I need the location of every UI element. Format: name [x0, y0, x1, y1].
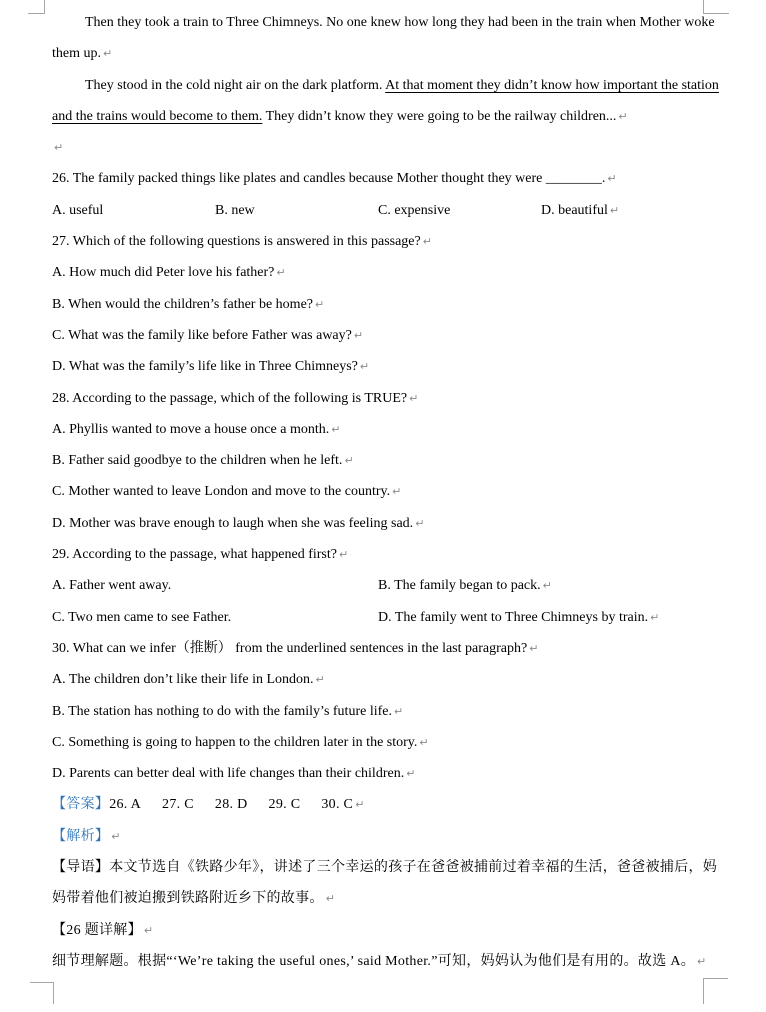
option-text: A. How much did Peter love his father? [52, 265, 275, 281]
text-boundary-mark-bottom-left [30, 982, 54, 1004]
option-text: A. The children don’t like their life in London. [52, 672, 314, 688]
option-27-c [52, 320, 716, 351]
detail26-label-row [52, 915, 716, 946]
paragraph-mark-icon: ↵ [353, 328, 364, 342]
paragraph-mark-icon: ↵ [406, 767, 416, 781]
option-text: D. Parents can better deal with life changes than their children. [52, 766, 405, 782]
option-27-b [52, 289, 716, 320]
paragraph-mark-icon: ↵ [103, 47, 113, 61]
option-28-a [52, 414, 716, 445]
question-28-text [52, 383, 716, 414]
passage-paragraph2-line2 [52, 101, 716, 132]
option-28-b [52, 445, 716, 476]
answers-row [52, 789, 716, 820]
text-boundary-mark-top-left [28, 0, 45, 14]
question-30-text [52, 633, 716, 664]
answer-27: 27. C [162, 797, 194, 813]
document-body [52, 7, 719, 977]
option-28-c [52, 476, 716, 507]
option-text: D. Mother was brave enough to laugh when she was feeling sad. [52, 515, 414, 531]
option-text: A. Phyllis wanted to move a house once a month. [52, 421, 330, 437]
paragraph-mark-icon: ↵ [529, 641, 539, 655]
paragraph-mark-icon: ↵ [409, 391, 419, 405]
lead-text: 本文节选自《铁路少年》，讲述了三个幸运的孩子在爸爸被捕前过着幸福的生活，爸爸被捕后，妈 [109, 860, 718, 876]
lead-text: 妈带着他们被迫搬到铁路附近乡下的故事。 [52, 891, 324, 907]
option-26-c: C. expensive [378, 202, 451, 218]
paragraph-mark-icon: ↵ [111, 829, 121, 843]
text-boundary-mark-bottom-right [703, 978, 728, 1004]
option-29-b: B. The family began to pack. [378, 578, 541, 594]
answer-30: 30. C [321, 797, 354, 813]
option-27-a [52, 257, 716, 288]
passage-text: them up. [52, 46, 101, 62]
option-26-a: A. useful [52, 202, 104, 218]
detail26-label: 【26 题详解】 [52, 922, 142, 938]
option-30-c [52, 727, 716, 758]
option-30-a [52, 664, 716, 695]
paragraph-mark-icon: ↵ [422, 235, 432, 249]
option-26-b: B. new [215, 202, 255, 218]
paragraph-mark-icon: ↵ [393, 704, 404, 718]
question-text: 28. According to the passage, which of the following is TRUE? [52, 390, 408, 406]
paragraph-mark-icon: ↵ [315, 673, 325, 687]
paragraph-mark-icon: ↵ [355, 798, 365, 812]
paragraph-mark-icon: ↵ [419, 735, 429, 749]
option-text: B. The station has nothing to do with the family’s future life. [52, 703, 392, 719]
paragraph-mark-icon: ↵ [359, 360, 370, 374]
passage-text: They stood in the cold night air on the dark platform. [85, 77, 386, 93]
option-text: C. Something is going to happen to the children later in the story. [52, 734, 418, 750]
question-26-text [52, 163, 716, 194]
option-30-b [52, 696, 716, 727]
question-text: 30. What can we infer（推断） from the underlined sentences in the last paragraph? [52, 640, 528, 656]
paragraph-mark-icon: ↵ [331, 422, 341, 436]
question-text: 27. Which of the following questions is answered in this passage? [52, 234, 421, 250]
answer-28: 28. D [214, 797, 248, 813]
paragraph-mark-icon: ↵ [697, 954, 707, 968]
paragraph-mark-icon: ↵ [607, 172, 617, 186]
question-29-text [52, 539, 716, 570]
paragraph-mark-icon: ↵ [618, 109, 628, 123]
question-29-options-row1 [52, 570, 716, 601]
passage-paragraph1-line1 [52, 7, 716, 38]
passage-paragraph2-line1 [52, 70, 719, 101]
paragraph-mark-icon: ↵ [415, 516, 425, 530]
paragraph-mark-icon: ↵ [338, 548, 349, 562]
option-text: C. Mother wanted to leave London and move to the country. [52, 484, 391, 500]
question-text: 26. The family packed things like plates and candles because Mother thought they were ________. [52, 171, 606, 187]
detail26-text-row [52, 946, 716, 977]
option-28-d [52, 508, 716, 539]
option-29-d: D. The family went to Three Chimneys by train. [378, 609, 649, 625]
paragraph-mark-icon: ↵ [315, 297, 325, 311]
option-text: B. When would the children’s father be home? [52, 296, 313, 312]
empty-paragraph [52, 132, 716, 163]
lead-line1 [52, 852, 716, 883]
question-text: 29. According to the passage, what happened first? [52, 547, 337, 563]
paragraph-mark-icon: ↵ [650, 610, 660, 624]
lead-label: 【导语】 [52, 860, 110, 876]
lead-line2 [52, 883, 716, 914]
option-27-d [52, 351, 716, 382]
option-text: C. What was the family like before Father was away? [52, 327, 352, 343]
option-30-d [52, 758, 716, 789]
option-26-d: D. beautiful [541, 202, 608, 218]
paragraph-mark-icon: ↵ [143, 923, 154, 937]
paragraph-mark-icon: ↵ [54, 141, 64, 155]
passage-text: Then they took a train to Three Chimneys. No one knew how long they had been in the train when Mother woke [85, 15, 715, 30]
paragraph-mark-icon: ↵ [344, 454, 354, 468]
passage-text: They didn’t know they were going to be the railway children... [262, 108, 617, 124]
answers-label: 【答案】 [52, 797, 110, 813]
analysis-label: 【解析】 [52, 828, 110, 844]
option-text: B. Father said goodbye to the children when he left. [52, 453, 343, 469]
option-29-c: C. Two men came to see Father. [52, 609, 232, 625]
paragraph-mark-icon: ↵ [392, 485, 402, 499]
option-29-a: A. Father went away. [52, 578, 172, 594]
underlined-sentence: At that moment they didn’t know how important the station [385, 77, 719, 93]
answer-29: 29. C [268, 797, 301, 813]
detail26-text: 细节理解题。根据“‘We’re taking the useful ones,’ said Mother.”可知，妈妈认为他们是有用的。故选 A。 [52, 953, 696, 969]
question-29-options-row2 [52, 602, 716, 633]
paragraph-mark-icon: ↵ [542, 579, 552, 593]
question-26-options [52, 195, 716, 226]
answer-26: 26. A [109, 797, 142, 813]
passage-paragraph1-line2 [52, 38, 716, 69]
paragraph-mark-icon: ↵ [276, 266, 286, 280]
option-text: D. What was the family’s life like in Three Chimneys? [52, 359, 358, 375]
question-27-text [52, 226, 716, 257]
analysis-row [52, 821, 716, 852]
paragraph-mark-icon: ↵ [325, 892, 336, 906]
underlined-sentence: and the trains would become to them. [52, 108, 263, 124]
paragraph-mark-icon: ↵ [609, 203, 620, 217]
